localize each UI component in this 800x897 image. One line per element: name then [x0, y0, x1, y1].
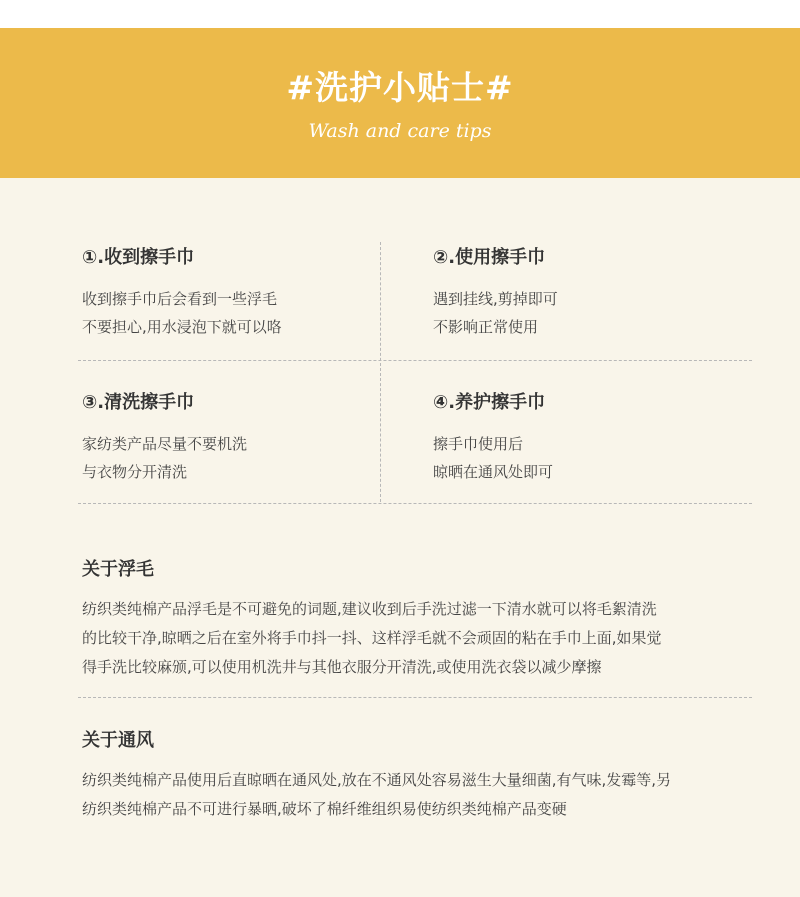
horizontal-divider — [78, 503, 752, 504]
page-subtitle: Wash and care tips — [308, 120, 492, 142]
tip-title: ④.养护擦手巾 — [433, 392, 546, 413]
content-panel — [0, 178, 800, 897]
tip-card-2 — [433, 245, 733, 341]
horizontal-divider — [78, 360, 752, 361]
horizontal-divider — [78, 697, 752, 698]
tip-title: ①.收到擦手巾 — [82, 247, 195, 268]
section-title: 关于浮毛 — [82, 559, 154, 580]
tip-line: 家纺类产品尽量不要机洗 — [82, 435, 248, 453]
tip-title: ②.使用擦手巾 — [433, 247, 546, 268]
tip-card-4 — [433, 390, 733, 486]
header-banner — [0, 28, 800, 178]
section-ventilation — [82, 728, 762, 824]
vertical-divider — [380, 242, 381, 502]
section-fuzz — [82, 557, 762, 682]
tip-card-1 — [82, 245, 382, 341]
section-line: 纺织类纯棉产品浮毛是不可避免的词题,建议收到后手洗过滤一下清水就可以将毛絮清洗 — [82, 600, 657, 618]
tip-line: 不要担心,用水浸泡下就可以咯 — [82, 318, 282, 336]
tip-line: 收到擦手巾后会看到一些浮毛 — [82, 290, 278, 308]
tip-card-3 — [82, 390, 382, 486]
section-line: 的比较干净,晾晒之后在室外将手巾抖一抖、这样浮毛就不会顽固的粘在手巾上面,如果觉 — [82, 629, 662, 647]
tip-line: 不影响正常使用 — [433, 318, 539, 336]
page-title: #洗护小贴士# — [286, 68, 514, 107]
section-line: 纺织类纯棉产品不可进行暴晒,破坏了棉纤维组织易使纺织类纯棉产品变硬 — [82, 800, 567, 818]
section-line: 得手洗比较麻颁,可以使用机洗井与其他衣服分开清洗,或使用洗衣袋以减少摩擦 — [82, 658, 602, 676]
tip-title: ③.清洗擦手巾 — [82, 392, 195, 413]
tip-line: 晾晒在通风处即可 — [433, 463, 554, 481]
tip-line: 遇到挂线,剪掉即可 — [433, 290, 558, 308]
section-title: 关于通风 — [82, 730, 154, 751]
section-line: 纺织类纯棉产品使用后直晾晒在通风处,放在不通风处容易滋生大量细菌,有气味,发霉等,另 — [82, 771, 672, 789]
tip-line: 与衣物分开清洗 — [82, 463, 188, 481]
top-strip — [0, 0, 800, 28]
tip-line: 擦手巾使用后 — [433, 435, 524, 453]
